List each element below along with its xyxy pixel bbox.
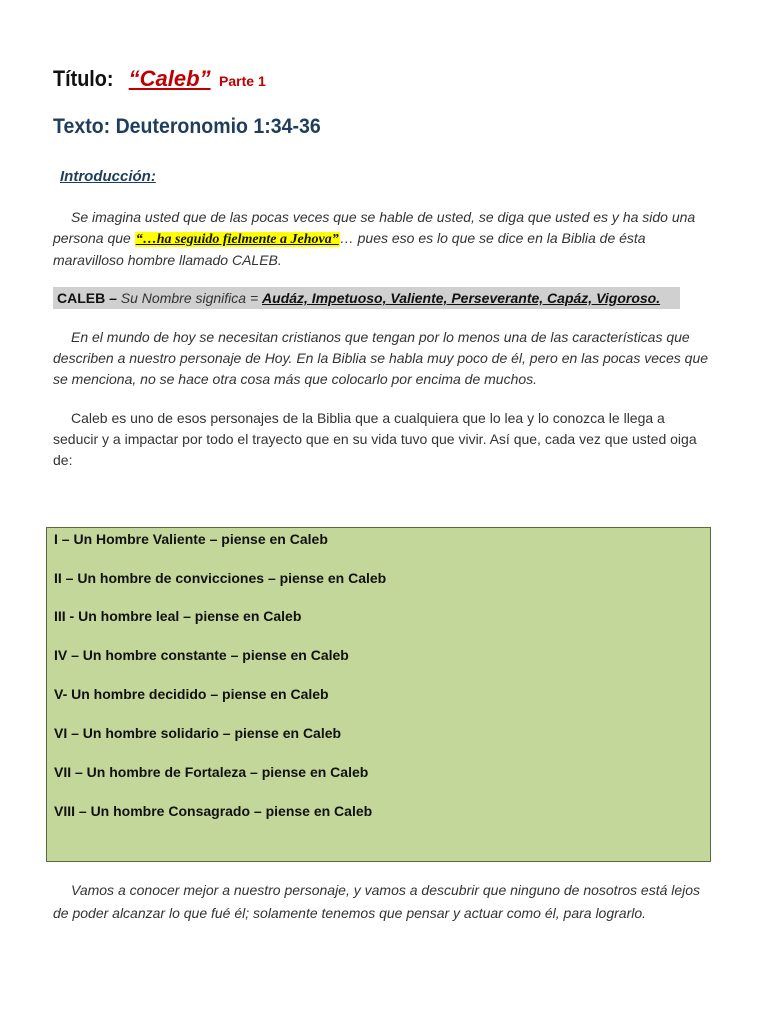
paragraph-caleb [53, 408, 713, 471]
title-line [53, 66, 266, 92]
quality-item: VI – Un hombre solidario – piense en Caleb [54, 725, 342, 741]
quality-item: VIII – Un hombre Consagrado – piense en Caleb [54, 803, 373, 819]
paragraph-caleb-text: Caleb es uno de esos personajes de la Biblia que a cualquiera que lo lea y lo conozca le llega a seducir y a impactar por todo el trayecto que en su vida tuvo que vivir. Así que, cada vez que usted oiga de: [53, 410, 697, 468]
quality-item: IV – Un hombre constante – piense en Caleb [54, 647, 349, 663]
paragraph-characteristics-text: En el mundo de hoy se necesitan cristianos que tengan por lo menos una de las características que describen a nuestro personaje de Hoy. En la Biblia se habla muy poco de él, pero en las pocas veces que se menciona, no se hace otra cosa más que colocarlo por encima de muchos. [53, 329, 709, 387]
title-part: Parte 1 [219, 73, 266, 89]
intro-text-after: … pues eso es lo que se dice en la Biblia de ésta maravilloso hombre llamado CALEB. [53, 230, 646, 268]
closing-paragraph-text: Vamos a conocer mejor a nuestro personaje, y vamos a descubrir que ninguno de nosotros está lejos de poder alcanzar lo que fué él; solamente tenemos que pensar y actuar como él, para lograrlo. [53, 882, 701, 921]
name-meaning-line [53, 287, 680, 309]
paragraph-characteristics [53, 327, 713, 390]
name-meaning-label: Su Nombre significa = [120, 290, 263, 306]
intro-text-before: Se imagina usted que de las pocas veces que se hable de usted, se diga que usted es y ha sido una persona que [53, 209, 696, 246]
intro-paragraph [53, 207, 713, 271]
qualities-box [46, 527, 711, 862]
closing-paragraph [53, 879, 713, 925]
quality-item: VII – Un hombre de Fortaleza – piense en Caleb [54, 764, 369, 780]
title-name: “Caleb” [128, 66, 211, 91]
title-label: Título: [53, 66, 114, 91]
quality-item: III - Un hombre leal – piense en Caleb [54, 608, 302, 624]
highlighted-quote: “…ha seguido fielmente a Jehova” [135, 232, 339, 247]
caleb-name: CALEB – [57, 290, 121, 306]
quality-item: V- Un hombre decidido – piense en Caleb [54, 686, 329, 702]
scripture-reference: Texto: Deuteronomio 1:34-36 [53, 115, 321, 138]
quality-item: I – Un Hombre Valiente – piense en Caleb [54, 531, 328, 547]
name-meaning-traits: Audáz, Impetuoso, Valiente, Perseverante, Capáz, Vigoroso. [262, 290, 661, 306]
quality-item: II – Un hombre de convicciones – piense en Caleb [54, 570, 387, 586]
intro-heading: Introducción: [60, 168, 156, 185]
